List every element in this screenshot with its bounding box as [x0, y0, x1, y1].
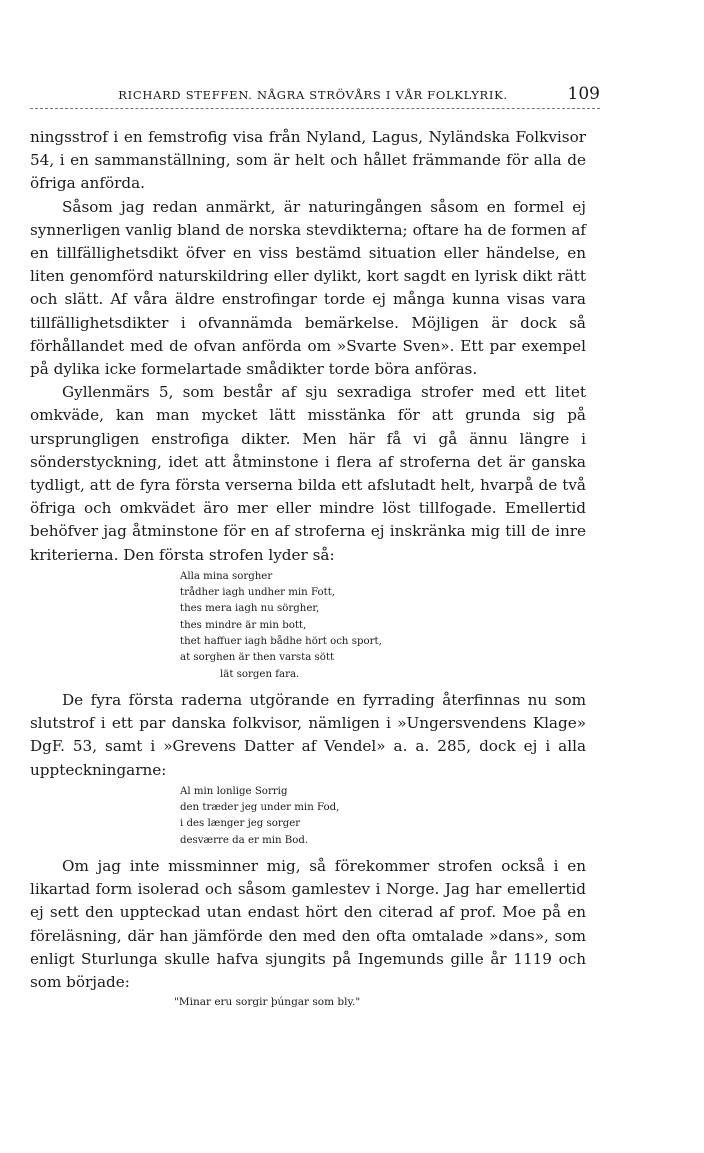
paragraph-3: Gyllenmärs 5, som består af sju sexradiga strofer med ett litet omkväde, kan man mycket lätt misstänka för att grunda sig på ursprungligen enstrofiga dikter. Men här få vi gå ännu längre i sönderstyckning, idet att åtminstone i flera af stroferna det är ganska tydligt, att de fyra första verserna bilda ett afslutadt helt, hvarpå de två öfriga och omkvädet äro mer eller mindre löst tillfogade. Emellertid behöfver jag åtminstone för en af stroferna ej inskränka mig till de inre kriterierna. Den första strofen lyder så:: [30, 383, 586, 564]
verse-line: trådher iagh undher min Fott,: [180, 587, 336, 599]
verse-line: Al min lonlige Sorrig: [180, 785, 288, 797]
page-number: 109: [567, 84, 600, 104]
verse-line: at sorghen är then varsta sött: [180, 652, 335, 664]
verse-line: thes mera iagh nu sörgher,: [180, 603, 320, 615]
verse-line: thet haffuer iagh bådhe hört och sport,: [180, 636, 382, 648]
paragraph-1: ningsstrof i en femstrofig visa från Nyland, Lagus, Nyländska Folkvisor 54, i en sammanställning, som är helt och hållet främmande för alla de öfriga anförda.: [30, 128, 586, 193]
quoted-verse: "Minar eru sorgir þúngar som bly.": [174, 996, 361, 1009]
verse-refrain: lät sorgen fara.: [220, 668, 300, 680]
paragraph-2: Såsom jag redan anmärkt, är naturingången såsom en formel ej synnerligen vanlig bland de norska stevdikterna; oftare ha de formen af en tillfällighetsdikt öfver en viss bestämd situation eller händelse, en liten genomförd naturskildring eller dylikt, kort sagdt en lyrisk dikt rätt och slätt. Af våra äldre enstrofingar torde ej många kunna visas vara tillfällighetsdikter i ofvannämda bemärkelse. Möjligen är dock så förhållandet med de ofvan anförda om »Svarte Sven». Ett par exempel på dylika icke formelartade smådikter torde böra anföras.: [30, 197, 586, 379]
verse-line: i des længer jeg sorger: [180, 818, 301, 830]
paragraph-5: Om jag inte missminner mig, så förekommer strofen också i en likartad form isolerad och såsom gamlestev i Norge. Jag har emellertid ej sett den uppteckad utan endast hört den citerad af prof. Moe på en föreläsning, där han jämförde den med den ofta omtalade »dans», som enligt Sturlunga skulle hafva sjungits på Ingemunds gille år 1119 och som började:: [30, 856, 586, 991]
body-text: [30, 126, 586, 1010]
verse-line: Alla mina sorgher: [180, 570, 273, 582]
verse-line: thes mindre är min bott,: [180, 619, 307, 631]
verse-line: den træder jeg under min Fod,: [180, 802, 340, 814]
verse-swedish: [180, 569, 586, 683]
paragraph-4: De fyra första raderna utgörande en fyrrading återfinnas nu som slutstrof i ett par danska folkvisor, nämligen i »Ungersvendens Klage» DgF. 53, samt i »Grevens Datter af Vendel» a. a. 285, dock ej i alla uppteckningarne:: [30, 690, 586, 779]
header-rule: [30, 108, 600, 109]
running-header: RICHARD STEFFEN. NÅGRA STRÖVÅRS I VÅR FOLKLYRIK.: [118, 88, 508, 102]
verse-danish: [180, 784, 586, 849]
verse-line: desværre da er min Bod.: [180, 834, 309, 846]
